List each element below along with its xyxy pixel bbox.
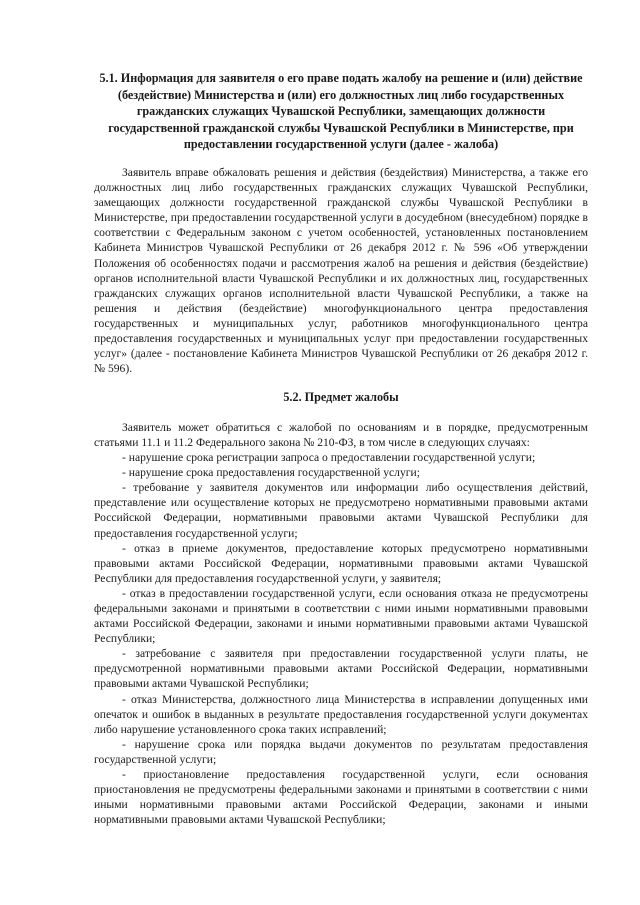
list-item: - отказ в предоставлении государственной услуги, если основания отказа не предусмотрены федеральными законами и принятыми в соответствии с ними иными нормативными правовыми актами Российской Федерации, законами и иными нормативными правовыми актами Чувашской Республики; <box>94 586 588 646</box>
section-5-1-heading: 5.1. Информация для заявителя о его праве подать жалобу на решение и (или) действие (бездействие) Министерства и (или) его должностных лиц либо государственных гражданских служащих Чувашской Республики, замещающих должности государственной гражданской службы Чувашской Республики в Министерстве, при предоставлении государственной услуги (далее - жалоба) <box>99 71 583 152</box>
document-page <box>94 70 588 827</box>
list-item: - отказ Министерства, должностного лица Министерства в исправлении допущенных ими опечаток и ошибок в выданных в результате предоставления государственной услуги документах либо нарушение установленного срока таких исправлений; <box>94 692 588 736</box>
list-item: - затребование с заявителя при предоставлении государственной услуги платы, не предусмотренной нормативными правовыми актами Российской Федерации, нормативными правовыми актами Чувашской Республики; <box>94 647 588 691</box>
list-item: - нарушение срока или порядка выдачи документов по результатам предоставления государственной услуги; <box>94 737 588 766</box>
section-5-1-paragraph: Заявитель вправе обжаловать решения и действия (бездействия) Министерства, а также его должностных лиц либо государственных гражданских служащих Чувашской Республики, замещающих должности государственной гражданской службы Чувашской Республики в Министерстве, при предоставлении государственной услуги в досудебном (внесудебном) порядке в соответствии с Федеральным законом с учетом особенностей, установленных постановлением Кабинета Министров Чувашской Республики от 26 декабря 2012 г. № 596 «Об утверждении Положения об особенностях подачи и рассмотрения жалоб на решения и действия (бездействие) органов исполнительной власти Чувашской Республики и их должностных лиц, государственных гражданских служащих органов исполнительной власти Чувашской Республики, а также на решения и действия (бездействие) многофункционального центра предоставления государственных и муниципальных услуг, работников многофункционального центра предоставления государственных и муниципальных услуг при предоставлении государственных услуг» (далее - постановление Кабинета Министров Чувашской Республики от 26 декабря 2012 г. № 596). <box>94 165 588 376</box>
list-item: - отказ в приеме документов, предоставление которых предусмотрено нормативными правовыми актами Российской Федерации, нормативными правовыми актами Чувашской Республики для предоставления государственной услуги, у заявителя; <box>94 541 588 585</box>
list-item: - нарушение срока регистрации запроса о предоставлении государственной услуги; <box>122 451 536 465</box>
list-item: - приостановление предоставления государственной услуги, если основания приостановления не предусмотрены федеральными законами и принятыми в соответствии с ними иными нормативными правовыми актами Российской Федерации, законами и иными нормативными правовыми актами Чувашской Республики; <box>94 768 588 827</box>
section-5-2-heading: 5.2. Предмет жалобы <box>283 390 399 405</box>
section-5-2-intro: Заявитель может обратиться с жалобой по основаниям и в порядке, предусмотренным статьями 11.1 и 11.2 Федерального закона № 210-ФЗ, в том числе в следующих случаях: <box>94 420 588 449</box>
list-item: - нарушение срока предоставления государственной услуги; <box>122 466 420 480</box>
list-item: - требование у заявителя документов или информации либо осуществления действий, представление или осуществление которых не предусмотрено нормативными правовыми актами Российской Федерации, нормативными правовыми актами Чувашской Республики для предоставления государственной услуги; <box>94 481 588 540</box>
